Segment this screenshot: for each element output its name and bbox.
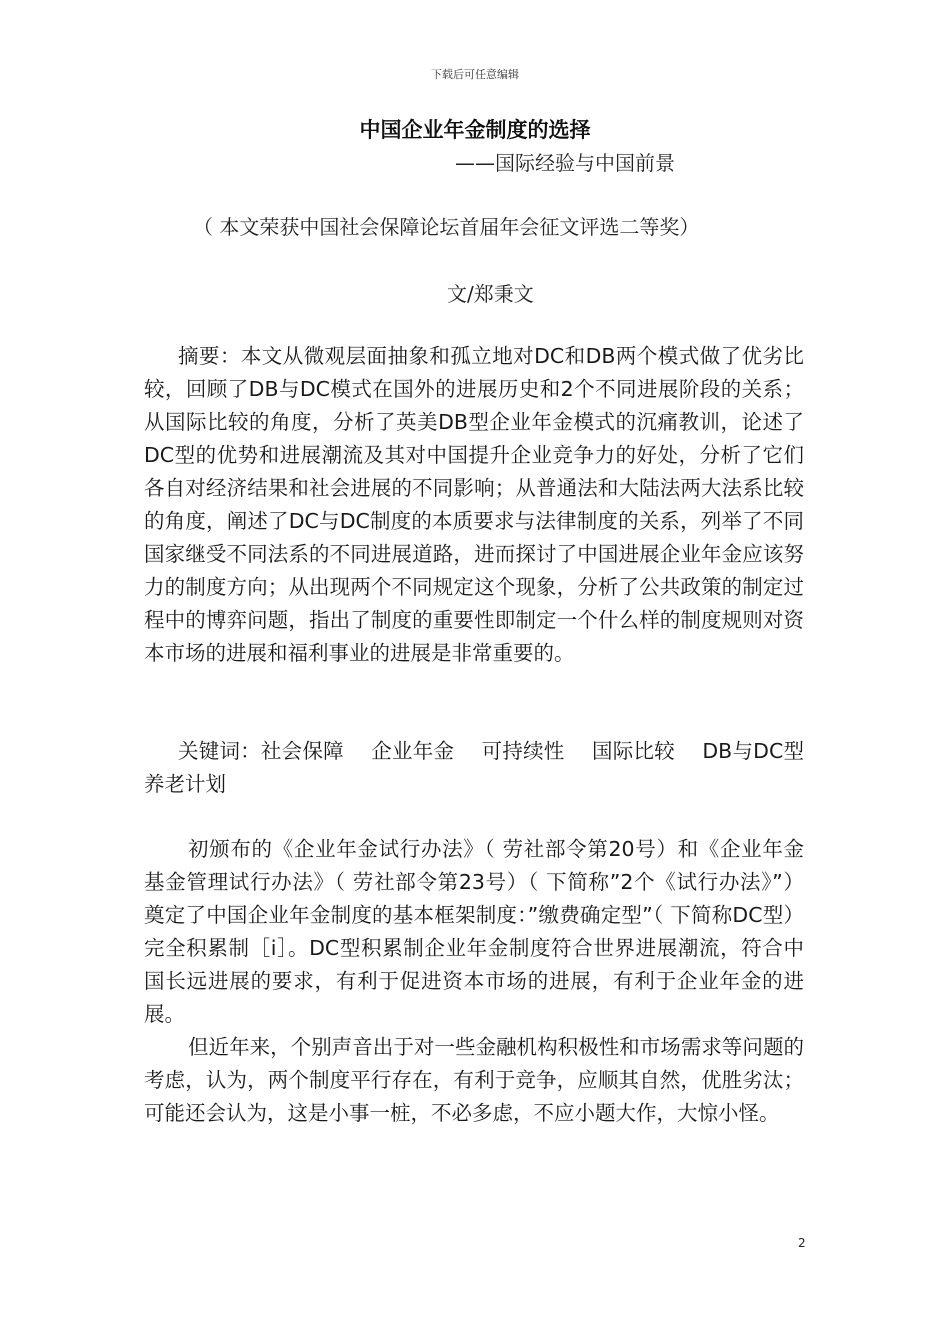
header-note: 下载后可任意编辑 (431, 68, 519, 81)
body-paragraph-2: 但近年来，个别声音出于对一些金融机构积极性和市场需求等问题的考虑，认为，两个制度平行存在，有利于竞争，应顺其自然，优胜劣汰；可能还会认为，这是小事一桩，不必多虑，不应小题大作，大惊小怪。 (144, 1035, 804, 1125)
body-paragraph-1: 初颁布的《企业年金试行办法》（ 劳社部令第20号）和《企业年金基金管理试行办法》（ 劳社部令第23号）（ 下简称”2个《试行办法》”） 奠定了中国企业年金制度的基本框架制度：”缴费确定型”（ 下简称DC型）完全积累制［i］。DC型积累制企业年金制度符合世界进展潮流，符合中国长远进展的要求，有利于促进资本市场的进展，有利于企业年金的进展。 (144, 837, 804, 1026)
document-title: 中国企业年金制度的选择 (359, 118, 591, 142)
document-subtitle: ——国际经验与中国前景 (455, 151, 675, 175)
keywords-paragraph: 关键词：社会保障 企业年金 可持续性 国际比较 DB与DC型养老计划 (144, 739, 804, 796)
author-line: 文/郑秉文 (447, 282, 534, 306)
abstract-paragraph: 摘要：本文从微观层面抽象和孤立地对DC和DB两个模式做了优劣比较，回顾了DB与DC模式在国外的进展历史和2个不同进展阶段的关系；从国际比较的角度，分析了英美DB型企业年金模式的沉痛教训，论述了DC型的优势和进展潮流及其对中国提升企业竞争力的好处，分析了它们各自对经济结果和社会进展的不同影响；从普通法和大陆法两大法系比较的角度，阐述了DC与DC制度的本质要求与法律制度的关系，列举了不同国家继受不同法系的不同进展道路，进而探讨了中国进展企业年金应该努力的制度方向；从出现两个不同规定这个现象，分析了公共政策的制定过程中的博弈问题，指出了制度的重要性即制定一个什么样的制度规则对资本市场的进展和福利事业的进展是非常重要的。 (144, 344, 804, 665)
page-number: 2 (798, 1236, 806, 1250)
award-note: （ 本文荣获中国社会保障论坛首届年会征文评选二等奖） (193, 215, 700, 239)
